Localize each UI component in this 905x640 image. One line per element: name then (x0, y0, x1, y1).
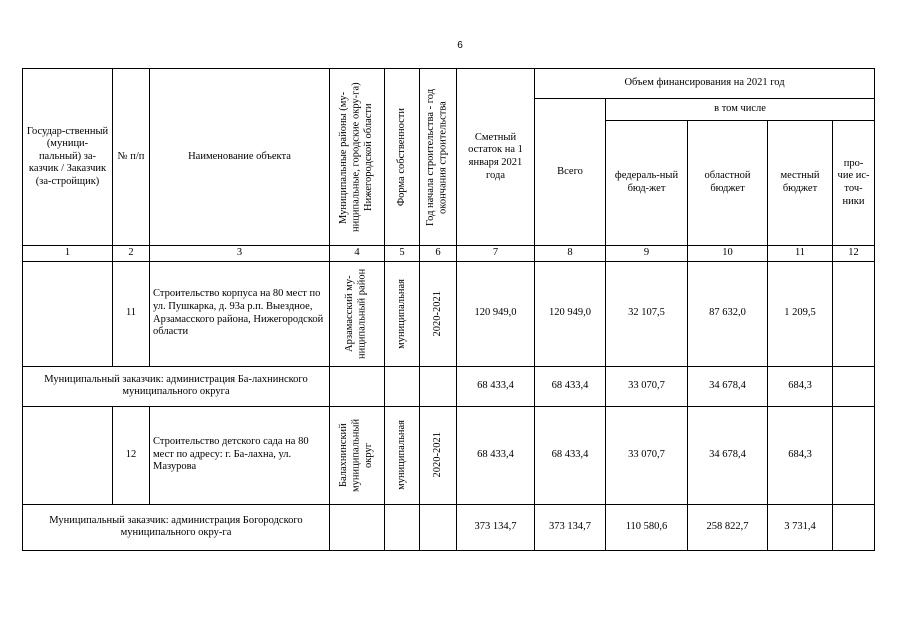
cell-empty (330, 366, 385, 406)
cell-local: 1 209,5 (768, 261, 833, 366)
column-number: 5 (385, 246, 420, 262)
header-ownership (385, 69, 420, 246)
header-number: № п/п (113, 69, 150, 246)
header-districts (330, 69, 385, 246)
header-regional: областной бюджет (688, 121, 768, 246)
header-balance: Сметный остаток на 1 января 2021 года (457, 69, 535, 246)
cell-district (330, 406, 385, 504)
cell-other (833, 406, 875, 504)
column-number: 3 (150, 246, 330, 262)
cell-local: 684,3 (768, 366, 833, 406)
cell-other (833, 366, 875, 406)
cell-district (330, 261, 385, 366)
column-number: 9 (606, 246, 688, 262)
column-number: 10 (688, 246, 768, 262)
cell-local: 684,3 (768, 406, 833, 504)
cell-ownership (385, 406, 420, 504)
page-number: 6 (457, 40, 463, 51)
cell-empty (420, 366, 457, 406)
cell-years-text: 2020-2021 (431, 290, 443, 337)
cell-customer (23, 406, 113, 504)
cell-ownership-text: муниципальная (395, 420, 407, 491)
cell-years (420, 406, 457, 504)
cell-total: 68 433,4 (535, 406, 606, 504)
cell-total: 68 433,4 (535, 366, 606, 406)
cell-other (833, 504, 875, 550)
header-years-text: Год начала строительства - год окончания строительства (425, 88, 449, 226)
header-other: про-чие ис-точ-ники (833, 121, 875, 246)
header-including: в том числе (606, 99, 875, 121)
cell-years-text: 2020-2021 (431, 432, 443, 478)
financing-table (22, 68, 875, 551)
table-row (23, 406, 875, 504)
cell-regional: 34 678,4 (688, 366, 768, 406)
table-row (23, 261, 875, 366)
cell-empty (420, 504, 457, 550)
cell-years (420, 261, 457, 366)
header-local: местный бюджет (768, 121, 833, 246)
cell-ownership-text: муниципальная (395, 278, 407, 349)
column-number: 1 (23, 246, 113, 262)
column-number: 12 (833, 246, 875, 262)
cell-regional: 87 632,0 (688, 261, 768, 366)
cell-number: 11 (113, 261, 150, 366)
cell-federal: 33 070,7 (606, 406, 688, 504)
cell-balance: 68 433,4 (457, 406, 535, 504)
cell-total: 373 134,7 (535, 504, 606, 550)
header-customer: Государ-ственный (муници-пальный) за-казчик / Заказчик (за-стройщик) (23, 69, 113, 246)
cell-regional: 258 822,7 (688, 504, 768, 550)
header-districts-text: Муниципальные районы (му-ниципальные, городские окру-га) Нижегородской области (338, 82, 375, 232)
cell-district-text: Арзамасский му-ниципальный район (344, 268, 368, 359)
column-number: 11 (768, 246, 833, 262)
cell-ownership (385, 261, 420, 366)
cell-number: 12 (113, 406, 150, 504)
cell-federal: 110 580,6 (606, 504, 688, 550)
column-number-row (23, 246, 875, 262)
cell-federal: 32 107,5 (606, 261, 688, 366)
cell-balance: 68 433,4 (457, 366, 535, 406)
cell-customer (23, 261, 113, 366)
column-number: 4 (330, 246, 385, 262)
column-number: 7 (457, 246, 535, 262)
cell-empty (385, 366, 420, 406)
cell-regional: 34 678,4 (688, 406, 768, 504)
cell-balance: 120 949,0 (457, 261, 535, 366)
cell-district-text: Балахнинский муниципальный округ (338, 418, 375, 492)
column-number: 2 (113, 246, 150, 262)
header-object-name: Наименование объекта (150, 69, 330, 246)
cell-group-label: Муниципальный заказчик: администрация Ба-лахнинского муниципального округа (23, 366, 330, 406)
cell-other (833, 261, 875, 366)
header-years (420, 69, 457, 246)
header-total: Всего (535, 99, 606, 246)
cell-empty (330, 504, 385, 550)
cell-object-name: Строительство корпуса на 80 мест по ул. Пушкарка, д. 93а р.п. Выездное, Арзамасского района, Нижегородской области (150, 261, 330, 366)
cell-empty (385, 504, 420, 550)
column-number: 6 (420, 246, 457, 262)
table-row-group (23, 504, 875, 550)
header-ownership-text: Форма собственности (395, 107, 407, 207)
cell-federal: 33 070,7 (606, 366, 688, 406)
header-funding: Объем финансирования на 2021 год (535, 69, 875, 99)
cell-object-name: Строительство детского сада на 80 мест по адресу: г. Ба-лахна, ул. Мазурова (150, 406, 330, 504)
column-number: 8 (535, 246, 606, 262)
cell-balance: 373 134,7 (457, 504, 535, 550)
cell-total: 120 949,0 (535, 261, 606, 366)
header-federal: федераль-ный бюд-жет (606, 121, 688, 246)
table-row-group (23, 366, 875, 406)
cell-local: 3 731,4 (768, 504, 833, 550)
cell-group-label: Муниципальный заказчик: администрация Богородского муниципального окру-га (23, 504, 330, 550)
